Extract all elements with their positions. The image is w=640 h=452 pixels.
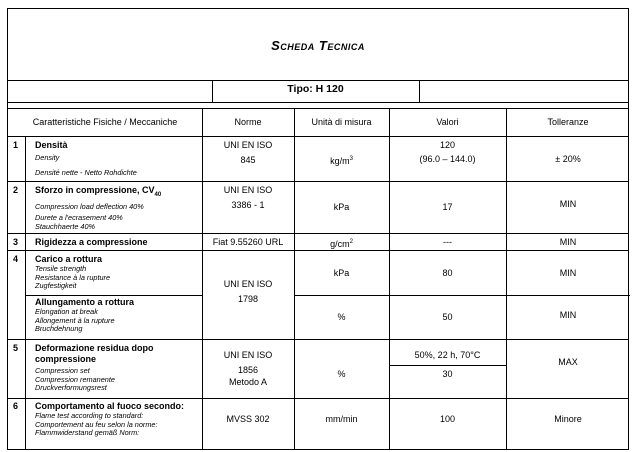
- valori-cell: 17: [442, 202, 453, 212]
- tolleranza-cell: MIN: [559, 237, 577, 247]
- valori-cell: 80: [442, 268, 453, 278]
- table-row: [35, 140, 200, 177]
- property-name: Sforzo in compressione, CV: [35, 185, 155, 195]
- unita-cell: kPa: [333, 202, 350, 212]
- norme-line: UNI EN ISO: [223, 140, 273, 150]
- unita-cell: kPa: [333, 268, 350, 278]
- unita-cell: mm/min: [325, 414, 358, 424]
- property-translation: Tensile strength: [35, 264, 87, 273]
- unita-cell: %: [337, 312, 346, 322]
- divider: [8, 181, 628, 182]
- unit-value: g/cm: [330, 239, 350, 249]
- property-translation: Bruchdehnung: [35, 324, 83, 333]
- divider: [8, 80, 628, 81]
- divider: [8, 233, 628, 234]
- norme-cell: [202, 185, 294, 211]
- table-row: [35, 297, 200, 334]
- norme-line: UNI EN ISO: [223, 279, 273, 289]
- valori-cell: 50%, 22 h, 70°C: [414, 350, 481, 360]
- norme-line: UNI EN ISO: [223, 350, 273, 360]
- row-number: 5: [13, 343, 19, 353]
- value-line: (96.0 – 144.0): [419, 154, 476, 164]
- property-translation: Elongation at break: [35, 307, 98, 316]
- property-name: Carico a rottura: [35, 254, 103, 264]
- property-translation: Compression load deflection 40%: [35, 201, 144, 211]
- row-number: 1: [13, 140, 19, 150]
- norme-cell: Fiat 9.55260 URL: [212, 237, 284, 247]
- property-translation: Density: [35, 153, 60, 162]
- tolleranza-cell: MAX: [558, 357, 578, 367]
- divider: [294, 295, 630, 296]
- sheet-title: Scheda Tecnica: [271, 37, 365, 53]
- property-name: Densità: [35, 140, 68, 150]
- unita-cell: [294, 154, 389, 167]
- tolleranza-cell: MIN: [559, 199, 577, 209]
- valori-cell: ---: [443, 237, 452, 247]
- header-caratteristiche: Caratteristiche Fisiche / Meccaniche: [32, 117, 178, 127]
- valori-cell: [389, 140, 506, 165]
- divider: [25, 295, 202, 296]
- property-subscript: 40: [154, 191, 162, 198]
- divider: [8, 339, 628, 340]
- row-number: 4: [13, 254, 19, 264]
- norme-line: 3386 - 1: [231, 200, 265, 210]
- property-translation: Resistance à la rupture: [35, 272, 111, 282]
- divider: [8, 108, 628, 109]
- property-translation: Durete a l'ecrasement 40%: [35, 213, 123, 223]
- title-box: [8, 9, 628, 81]
- property-translation: Compression remanente: [35, 374, 115, 384]
- divider: [8, 250, 628, 251]
- norme-line: UNI EN ISO: [223, 185, 273, 195]
- divider: [8, 102, 628, 103]
- norme-line: 845: [240, 155, 256, 165]
- property-name: Rigidezza a compressione: [35, 237, 148, 247]
- header-tolleranze: Tolleranze: [547, 117, 589, 127]
- divider: [8, 136, 628, 137]
- valori-cell: 30: [442, 369, 453, 379]
- property-name: Comportamento al fuoco secondo:: [35, 401, 185, 411]
- property-translation: Densité nette - Netto Rohdichte: [35, 167, 137, 177]
- divider: [419, 80, 420, 102]
- table-row: [35, 343, 200, 393]
- header-norme: Norme: [234, 117, 262, 127]
- header-unita: Unità di misura: [311, 117, 372, 127]
- property-translation: Comportement au feu selon la norme:: [35, 419, 158, 429]
- norme-line: 1798: [237, 294, 259, 304]
- divider: [389, 365, 506, 366]
- property-name: Deformazione residua dopo: [35, 343, 154, 353]
- property-translation: Druckverformungsrest: [35, 383, 107, 392]
- tolleranza-cell: Minore: [554, 414, 582, 424]
- property-translation: Flammwiderstand gemäß Norm:: [35, 428, 140, 437]
- divider: [8, 398, 628, 399]
- row-number: 6: [13, 401, 19, 411]
- unit-exponent: 2: [349, 239, 353, 245]
- tolleranza-cell: MIN: [559, 268, 577, 278]
- table-row: [35, 254, 200, 291]
- table-row: [35, 185, 200, 231]
- property-translation: Flame test according to standard:: [35, 411, 144, 420]
- divider: [25, 136, 26, 449]
- row-number: 2: [13, 185, 19, 195]
- tolleranza-cell: ± 20%: [555, 154, 581, 164]
- norme-cell: MVSS 302: [226, 414, 270, 424]
- unit-exponent: 3: [349, 156, 353, 162]
- value-line: 120: [439, 140, 456, 150]
- norme-cell: [202, 140, 294, 166]
- property-name-line2: compressione: [35, 354, 97, 364]
- norme-cell: [202, 279, 294, 305]
- header-valori: Valori: [436, 117, 459, 127]
- unita-cell: [294, 237, 389, 250]
- property-translation: Zugfestigkeit: [35, 281, 77, 290]
- norme-line: Metodo A: [228, 377, 268, 387]
- valori-cell: 50: [442, 312, 453, 322]
- property-name: Allungamento a rottura: [35, 297, 135, 307]
- norme-line: 1856: [237, 365, 259, 375]
- row-number: 3: [13, 237, 19, 247]
- property-translation: Stauchhaerte 40%: [35, 221, 96, 231]
- valori-cell: 100: [439, 414, 456, 424]
- technical-sheet: [7, 8, 629, 450]
- tolleranza-cell: MIN: [559, 310, 577, 320]
- unita-cell: %: [337, 369, 346, 379]
- table-row: [35, 401, 200, 438]
- unit-value: kg/m: [330, 156, 350, 166]
- property-translation: Compression set: [35, 366, 90, 375]
- norme-cell: [202, 350, 294, 388]
- property-translation: Allongement à la rupture: [35, 315, 115, 325]
- tipo-label: Tipo: H 120: [287, 83, 344, 95]
